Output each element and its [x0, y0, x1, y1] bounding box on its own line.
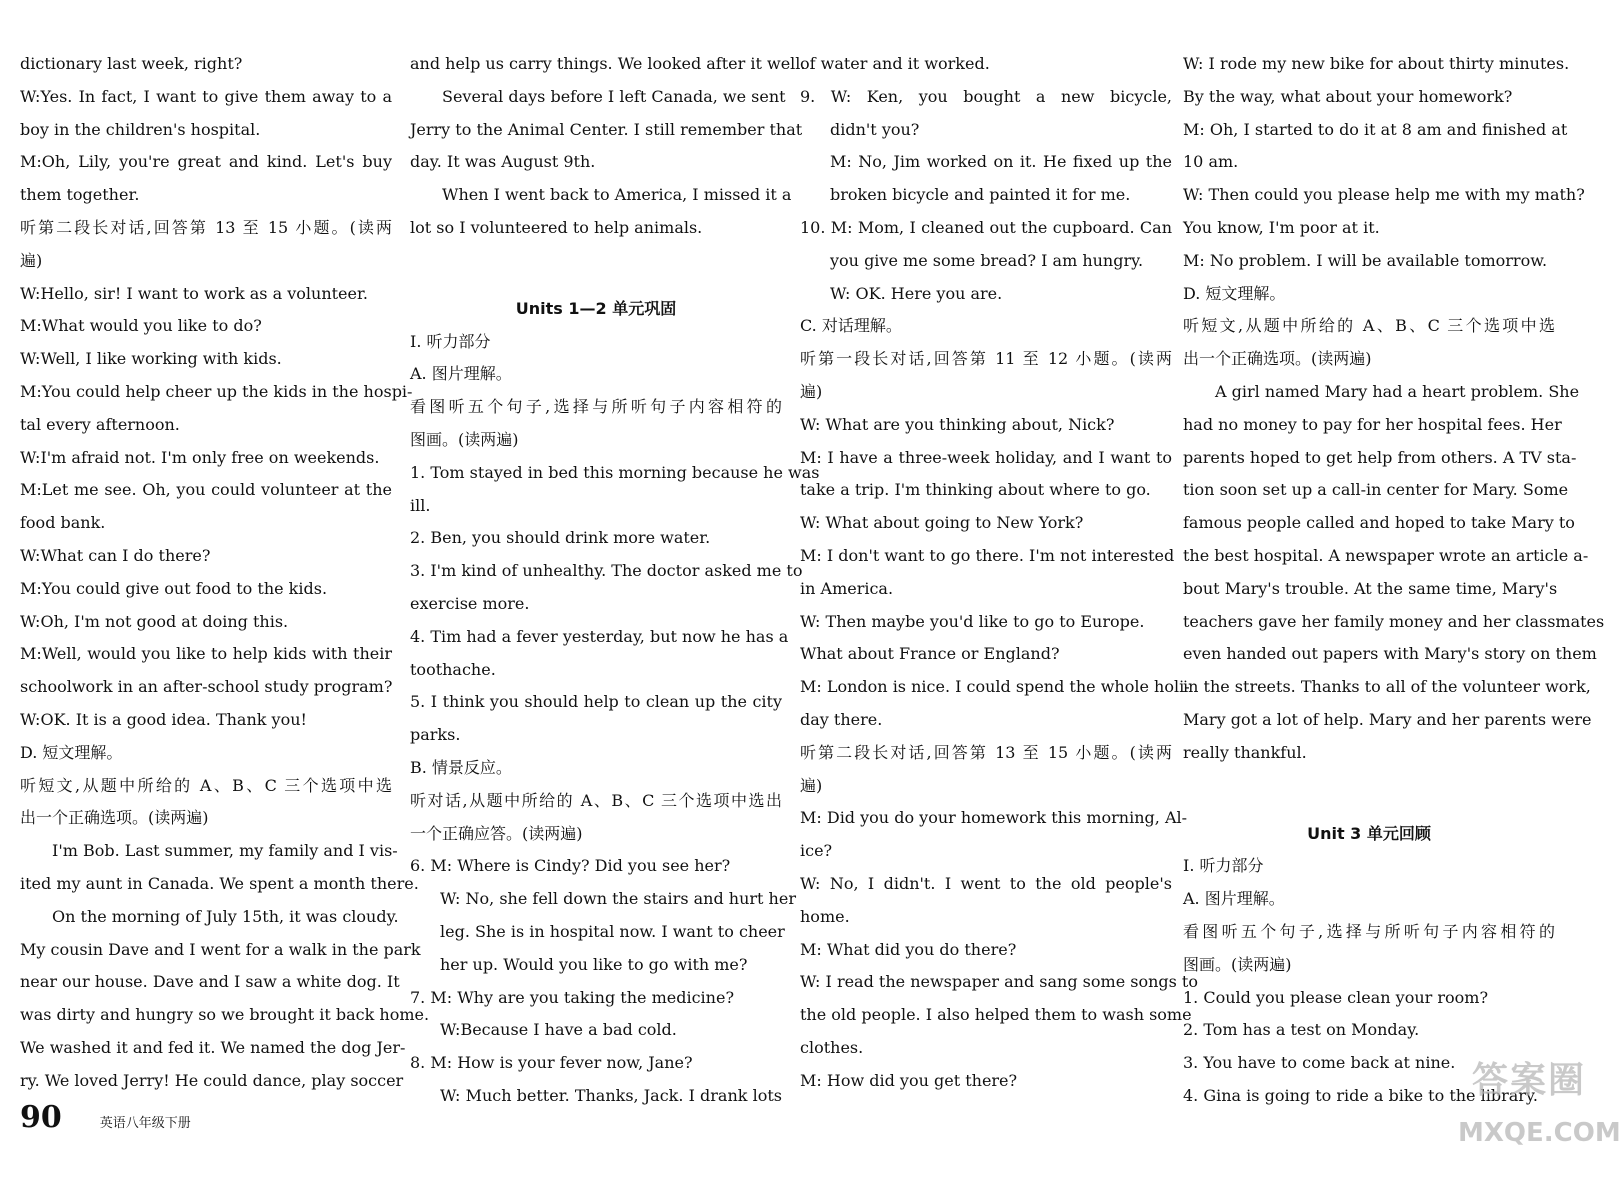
text-line: A. 图片理解。: [410, 364, 512, 384]
text-line: 5. I think you should help to clean up the city: [410, 692, 782, 712]
watermark-logo: [1458, 1052, 1621, 1172]
text-line: dictionary last week, right?: [20, 54, 243, 73]
text-line: W:I'm afraid not. I'm only free on weekends.: [20, 447, 380, 467]
text-line: 看图听五个句子,选择与所听句子内容相符的: [1183, 921, 1555, 941]
text-line: W:Yes. In fact, I want to give them away to a: [20, 86, 392, 106]
text-line: What about France or England?: [800, 644, 1060, 664]
text-line: 一个正确应答。(读两遍): [410, 823, 583, 843]
text-line: On the morning of July 15th, it was cloudy.: [52, 906, 399, 926]
text-line: food bank.: [20, 513, 106, 533]
text-line: near our house. Dave and I saw a white dog. It: [20, 972, 400, 992]
text-line: W: I rode my new bike for about thirty minutes.: [1183, 54, 1570, 73]
text-line: tal every afternoon.: [20, 414, 180, 434]
text-line: W: No, I didn't. I went to the old people's: [800, 873, 1172, 893]
text-line: lot so I volunteered to help animals.: [410, 217, 703, 237]
text-line: W: Much better. Thanks, Jack. I drank lots: [440, 1085, 782, 1105]
text-line: Mary got a lot of help. Mary and her parents were: [1183, 709, 1592, 729]
text-line: You know, I'm poor at it.: [1183, 217, 1380, 237]
text-line: ited my aunt in Canada. We spent a month there.: [20, 873, 419, 893]
text-line: Several days before I left Canada, we sent: [442, 86, 786, 106]
text-line: schoolwork in an after-school study program?: [20, 677, 393, 697]
text-line: 3. I'm kind of unhealthy. The doctor asked me to: [410, 561, 803, 581]
text-line: M:You could help cheer up the kids in the hospi-: [20, 381, 413, 401]
text-line: 听对话,从题中所给的 A、B、C 三个选项中选出: [410, 790, 782, 810]
text-line: didn't you?: [830, 119, 920, 139]
text-line: I'm Bob. Last summer, my family and I vis-: [52, 841, 398, 861]
text-line: A girl named Mary had a heart problem. She: [1215, 381, 1580, 401]
text-line: C. 对话理解。: [800, 316, 902, 336]
text-line: 遍): [800, 775, 823, 795]
text-line: ry. We loved Jerry! He could dance, play soccer: [20, 1070, 404, 1090]
text-line: home.: [800, 906, 850, 926]
text-line: W: Then maybe you'd like to go to Europe.: [800, 611, 1145, 631]
text-line: B. 情景反应。: [410, 757, 512, 777]
text-line: M:Let me see. Oh, you could volunteer at the: [20, 480, 392, 500]
text-line: 听短文,从题中所给的 A、B、C 三个选项中选: [1183, 316, 1555, 336]
text-line: W:Well, I like working with kids.: [20, 349, 282, 369]
text-line: M:You could give out food to the kids.: [20, 578, 328, 598]
text-line: M: I have a three-week holiday, and I want to: [800, 447, 1172, 467]
text-line: the old people. I also helped them to wash some: [800, 1005, 1192, 1025]
text-line: really thankful.: [1183, 742, 1307, 762]
book-title: 英语八年级下册: [99, 1116, 191, 1131]
text-line: I. 听力部分: [410, 331, 491, 351]
text-line: the best hospital. A newspaper wrote an article a-: [1183, 545, 1589, 565]
column-3: [800, 48, 1198, 1098]
text-line: 4. Gina is going to ride a bike to the library.: [1183, 1085, 1538, 1105]
watermark-text-cn: 答案圈: [1472, 1060, 1587, 1101]
text-line: broken bicycle and painted it for me.: [830, 185, 1131, 205]
text-line: We washed it and fed it. We named the dog Jer-: [20, 1037, 406, 1057]
text-line: in the streets. Thanks to all of the volunteer work,: [1183, 677, 1591, 697]
text-line: 听第二段长对话,回答第 13 至 15 小题。(读两: [800, 742, 1172, 762]
text-line: M: No problem. I will be available tomorrow.: [1183, 250, 1548, 270]
text-line: 8. M: How is your fever now, Jane?: [410, 1053, 693, 1073]
text-line: tion soon set up a call-in center for Mary. Some: [1183, 480, 1569, 500]
watermark-text-en: MXQE.COM: [1458, 1118, 1621, 1148]
text-line: W: What about going to New York?: [800, 513, 1084, 533]
text-line: parks.: [410, 725, 461, 745]
text-line: By the way, what about your homework?: [1183, 86, 1513, 106]
text-line: 出一个正确选项。(读两遍): [20, 808, 209, 828]
page-number: 90: [20, 1100, 62, 1135]
text-line: 1. Tom stayed in bed this morning because he was: [410, 462, 820, 482]
text-line: When I went back to America, I missed it a: [442, 185, 792, 205]
text-line: Jerry to the Animal Center. I still remember that: [410, 119, 803, 139]
text-line: in America.: [800, 578, 894, 598]
text-line: M:Oh, Lily, you're great and kind. Let's buy: [20, 152, 392, 172]
text-line: clothes.: [800, 1037, 864, 1057]
text-line: 听短文,从题中所给的 A、B、C 三个选项中选: [20, 775, 392, 795]
text-line: 4. Tim had a fever yesterday, but now he has a: [410, 626, 789, 646]
text-line: W:Hello, sir! I want to work as a volunteer.: [20, 283, 368, 303]
text-line: exercise more.: [410, 593, 530, 613]
text-line: 2. Ben, you should drink more water.: [410, 528, 711, 548]
text-line: 10 am.: [1183, 152, 1239, 172]
column-4-passage: [1183, 48, 1605, 770]
text-line: boy in the children's hospital.: [20, 119, 261, 139]
text-line: 图画。(读两遍): [1183, 954, 1292, 974]
text-line: M: Did you do your homework this morning, Al-: [800, 808, 1188, 828]
text-line: famous people called and hoped to take Mary to: [1183, 513, 1575, 533]
text-line: W:What can I do there?: [20, 545, 211, 565]
column-2-passage: [410, 48, 806, 245]
text-line: of water and it worked.: [800, 54, 990, 73]
text-line: M:What would you like to do?: [20, 316, 262, 336]
text-line: leg. She is in hospital now. I want to cheer: [440, 921, 785, 941]
text-line: had no money to pay for her hospital fees. Her: [1183, 414, 1562, 434]
text-line: toothache.: [410, 659, 496, 679]
text-line: ill.: [410, 495, 431, 515]
text-line: day. It was August 9th.: [410, 152, 596, 172]
text-line: bout Mary's trouble. At the same time, Mary's: [1183, 578, 1558, 598]
text-line: 6. M: Where is Cindy? Did you see her?: [410, 856, 731, 876]
text-line: W:Because I have a bad cold.: [440, 1020, 677, 1040]
text-line: them together.: [20, 185, 140, 205]
page-footer: [20, 1100, 191, 1135]
text-line: teachers gave her family money and her classmates: [1183, 611, 1605, 631]
text-line: W:OK. It is a good idea. Thank you!: [20, 709, 307, 729]
text-line: W:Oh, I'm not good at doing this.: [20, 611, 289, 631]
text-line: parents hoped to get help from others. A TV sta-: [1183, 447, 1577, 467]
text-line: even handed out papers with Mary's story on them: [1183, 644, 1597, 664]
text-line: W: OK. Here you are.: [830, 283, 1003, 303]
text-line: D. 短文理解。: [20, 742, 123, 762]
text-line: M:Well, would you like to help kids with their: [20, 644, 392, 664]
text-line: 1. Could you please clean your room?: [1183, 987, 1489, 1007]
text-line: D. 短文理解。: [1183, 283, 1286, 303]
text-line: M: What did you do there?: [800, 939, 1017, 959]
text-line: was dirty and hungry so we brought it back home.: [20, 1005, 430, 1025]
text-line: W: What are you thinking about, Nick?: [800, 414, 1115, 434]
text-line: I. 听力部分: [1183, 856, 1264, 876]
text-line: ice?: [800, 841, 833, 861]
text-line: M: No, Jim worked on it. He fixed up the: [830, 152, 1172, 172]
text-line: day there.: [800, 709, 883, 729]
text-line: 10. M: Mom, I cleaned out the cupboard. Can: [800, 217, 1172, 237]
text-line: 听第二段长对话,回答第 13 至 15 小题。(读两: [20, 217, 392, 237]
text-line: M: London is nice. I could spend the whole holi-: [800, 677, 1190, 697]
text-line: M: How did you get there?: [800, 1070, 1018, 1090]
section-heading-units-1-2: Units 1—2 单元巩固: [515, 298, 677, 318]
column-4: [1183, 48, 1605, 1113]
text-line: A. 图片理解。: [1183, 889, 1285, 909]
text-line: 出一个正确选项。(读两遍): [1183, 349, 1372, 369]
text-line: W: No, she fell down the stairs and hurt her: [440, 889, 796, 909]
text-line: W: I read the newspaper and sang some songs to: [800, 972, 1198, 992]
text-line: W: Then could you please help me with my math?: [1183, 185, 1585, 205]
text-line: M: Oh, I started to do it at 8 am and finished at: [1183, 119, 1568, 139]
text-line: 3. You have to come back at nine.: [1183, 1053, 1456, 1073]
text-line: 听第一段长对话,回答第 11 至 12 小题。(读两: [800, 349, 1172, 369]
text-line: 图画。(读两遍): [410, 429, 519, 449]
text-line: 2. Tom has a test on Monday.: [1183, 1020, 1420, 1040]
text-line: 遍): [20, 250, 43, 270]
text-line: 遍): [800, 381, 823, 401]
section-heading-unit-3: Unit 3 单元回顾: [1307, 823, 1431, 843]
text-line: 9. W: Ken, you bought a new bicycle,: [800, 86, 1172, 106]
text-line: M: I don't want to go there. I'm not interested: [800, 545, 1175, 565]
text-line: My cousin Dave and I went for a walk in the park: [20, 939, 421, 959]
text-line: 7. M: Why are you taking the medicine?: [410, 987, 735, 1007]
text-line: her up. Would you like to go with me?: [440, 954, 748, 974]
text-line: 看图听五个句子,选择与所听句子内容相符的: [410, 397, 782, 417]
text-line: take a trip. I'm thinking about where to go.: [800, 480, 1151, 500]
text-line: and help us carry things. We looked after it well.: [410, 54, 806, 73]
text-line: you give me some bread? I am hungry.: [830, 250, 1144, 270]
